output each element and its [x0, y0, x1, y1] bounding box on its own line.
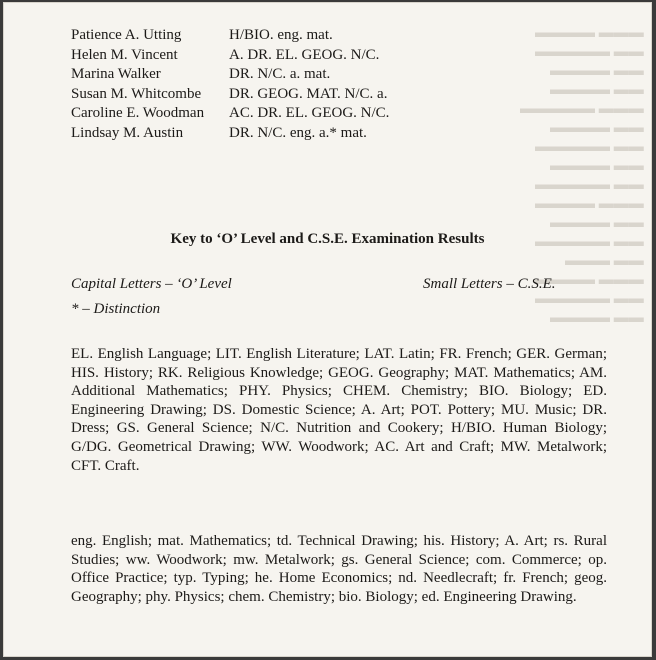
student-name: Helen M. Vincent — [71, 46, 178, 63]
student-grades: A. DR. EL. GEOG. N/C. — [229, 46, 380, 63]
legend-capital-letters: Capital Letters – ‘O’ Level — [71, 276, 232, 292]
show-through-right: ▬▬▬ ▬▬▬▬ ▬▬ ▬▬▬▬▬ ▬▬ ▬▬▬▬ ▬▬ ▬▬▬▬ ▬▬▬ ▬▬▬▬▬ ▬▬ ▬▬▬▬ ▬▬ ▬▬▬▬▬ ▬▬ ▬▬▬▬ ▬▬ ▬▬▬▬▬ ▬▬▬ ▬▬▬▬ ▬▬ ▬▬▬▬ ▬▬ ▬▬▬▬▬ ▬▬ ▬▬▬ ▬▬▬ ▬▬▬▬ ▬▬ ▬▬▬▬▬ ▬▬ ▬▬▬▬ — [520, 25, 644, 326]
result-row — [71, 26, 389, 46]
student-grades: DR. GEOG. MAT. N/C. a. — [229, 85, 388, 102]
key-title: Key to ‘O’ Level and C.S.E. Examination Results — [170, 231, 485, 247]
student-name: Susan M. Whitcombe — [71, 85, 202, 102]
student-grades: DR. N/C. a. mat. — [229, 66, 331, 82]
result-row — [71, 104, 389, 124]
result-row — [71, 46, 389, 66]
student-name: Caroline E. Woodman — [71, 105, 205, 121]
student-grades: DR. N/C. eng. a.* mat. — [229, 124, 367, 141]
result-row — [71, 65, 389, 85]
student-grades: H/BIO. eng. mat. — [229, 27, 333, 43]
cse-key-paragraph: eng. English; mat. Mathematics; td. Technical Drawing; his. History; A. Art; rs. Rural Studies; ww. Woodwork; mw. Metalwork; gs. General Science; com. Commerce; op. Office Practice; typ. Typing; he. Home Economics; nd. Needlecraft; fr. French; geog. Geography; phy. Physics; chem. Chemistry; bio. Biology; ed. Engineering Drawing. — [71, 533, 607, 605]
results-list — [71, 26, 389, 143]
student-name: Patience A. Utting — [71, 27, 182, 43]
result-row — [71, 85, 389, 105]
o-level-key-paragraph: EL. English Language; LIT. English Literature; LAT. Latin; FR. French; GER. German; HIS. History; RK. Religious Knowledge; GEOG. Geography; MAT. Mathematics; AM. Additional Mathematics; PHY. Physics; CHEM. Chemistry; BIO. Biology; ED. Engineering Drawing; DS. Domestic Science; A. Art; POT. Pottery; MU. Music; DR. Dress; GS. General Science; N/C. Nutrition and Cookery; H/BIO. Human Biology; G/DG. Geometrical Drawing; WW. Woodwork; AC. Art and Craft; MW. Metalwork; CFT. Craft. — [71, 346, 607, 474]
student-name: Lindsay M. Austin — [71, 124, 184, 141]
result-row — [71, 124, 389, 144]
document-page — [3, 2, 652, 657]
student-name: Marina Walker — [71, 66, 161, 82]
student-grades: AC. DR. EL. GEOG. N/C. — [229, 105, 390, 121]
legend-small-letters: Small Letters – C.S.E. — [423, 276, 556, 292]
legend-distinction: * – Distinction — [71, 301, 161, 317]
